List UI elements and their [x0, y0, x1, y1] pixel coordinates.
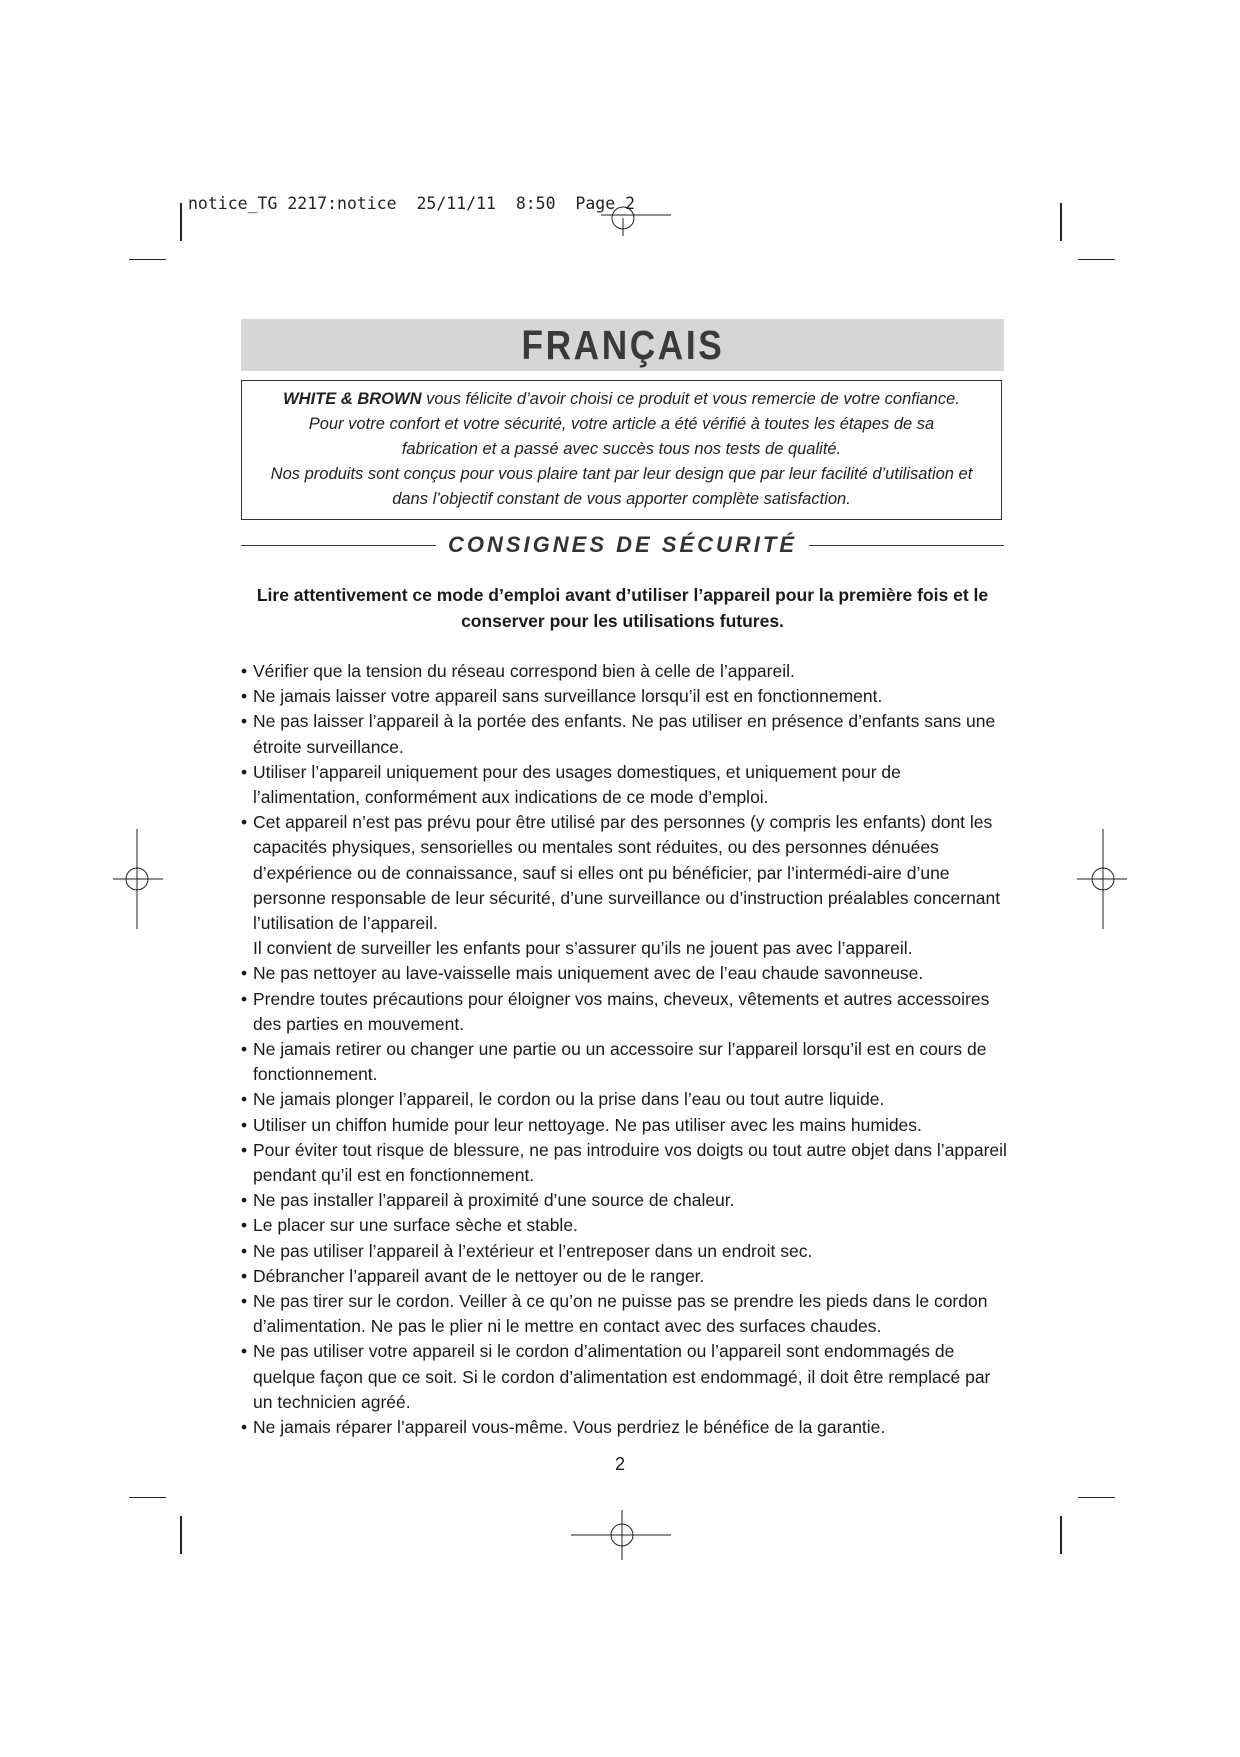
list-item-text: Ne jamais laisser votre appareil sans surveillance lorsqu’il est en fonctionnement.	[253, 686, 883, 707]
list-item	[241, 1239, 1011, 1264]
registration-mark-icon	[571, 1510, 671, 1560]
list-item	[241, 1339, 1011, 1415]
crop-mark	[1060, 1516, 1062, 1554]
bullet-marker: •	[241, 661, 248, 681]
bullet-marker: •	[241, 1139, 248, 1160]
intro-line: Nos produits sont conçus pour vous plaire tant par leur design que par leur facilité d’utilisation et	[270, 465, 973, 483]
language-title-bar	[241, 319, 1004, 371]
list-item-text: Le placer sur une surface sèche et stable.	[253, 1215, 578, 1236]
registration-mark-icon	[601, 198, 671, 244]
heading-rule	[241, 545, 436, 546]
lead-line: conserver pour les utilisations futures.	[461, 611, 784, 631]
bullet-marker: •	[241, 1341, 248, 1362]
list-item-text: Vérifier que la tension du réseau correspond bien à celle de l’appareil.	[253, 661, 795, 681]
bullet-marker: •	[241, 1114, 248, 1135]
list-item	[241, 1188, 1011, 1213]
bullet-marker: •	[241, 711, 248, 732]
section-heading-label: CONSIGNES DE SÉCURITÉ	[447, 532, 798, 557]
lead-paragraph	[241, 582, 1004, 634]
list-item	[241, 810, 1011, 961]
bullet-marker: •	[241, 963, 248, 984]
bullet-marker: •	[241, 1265, 248, 1286]
list-item	[241, 1113, 1011, 1138]
list-item-text: Débrancher l’appareil avant de le nettoyer ou de le ranger.	[253, 1265, 705, 1286]
intro-text: vous félicite d’avoir choisi ce produit et vous remercie de votre confiance.	[421, 390, 960, 408]
list-item	[241, 1264, 1011, 1289]
intro-box	[241, 380, 1002, 520]
crop-mark	[1060, 203, 1062, 241]
section-heading	[241, 528, 1004, 562]
list-item	[241, 659, 1011, 684]
bullet-marker: •	[241, 1291, 248, 1312]
list-item-text: Ne pas utiliser votre appareil si le cordon d’alimentation ou l’appareil sont endommagés de quelque façon que ce soit. Si le cordon d’alimentation est endommagé, il doit être remplacé par un technicien agréé.	[253, 1341, 991, 1412]
crop-mark	[1078, 259, 1115, 260]
list-item	[241, 1289, 1011, 1339]
list-item-text: Ne pas tirer sur le cordon. Veiller à ce qu’on ne puisse pas se prendre les pieds dans le cordon d’alimentation. Ne pas le plier ni le mettre en contact avec des surfaces chaudes.	[253, 1291, 988, 1337]
brand-name: WHITE & BROWN	[283, 390, 422, 408]
list-item	[241, 1415, 1011, 1440]
list-item	[241, 1037, 1011, 1087]
heading-rule	[809, 545, 1004, 546]
list-item-text: Ne jamais retirer ou changer une partie ou un accessoire sur l’appareil lorsqu’il est en cours de fonctionnement.	[253, 1039, 987, 1085]
list-item-text: Ne pas laisser l’appareil à la portée des enfants. Ne pas utiliser en présence d’enfants sans une étroite surveillance.	[253, 711, 996, 757]
list-item-text: Ne pas installer l’appareil à proximité d’une source de chaleur.	[253, 1190, 735, 1211]
crop-mark	[129, 1497, 166, 1498]
list-item-text: Ne jamais plonger l’appareil, le cordon ou la prise dans l’eau ou tout autre liquide.	[253, 1089, 885, 1110]
lead-line: Lire attentivement ce mode d’emploi avant d’utiliser l’appareil pour la première fois et le	[256, 585, 989, 605]
list-item-text: Utiliser un chiffon humide pour leur nettoyage. Ne pas utiliser avec les mains humides.	[253, 1114, 922, 1135]
registration-mark-icon	[1077, 829, 1127, 929]
list-item-text: Ne pas utiliser l’appareil à l’extérieur et l’entreposer dans un endroit sec.	[253, 1240, 813, 1261]
safety-list	[241, 659, 1011, 1440]
list-item	[241, 760, 1011, 810]
list-item-text: Cet appareil n’est pas prévu pour être utilisé par des personnes (y compris les enfants) dont les capacités physiques, sensorielles ou mentales sont réduites, ou des personnes dénuées d’expérience ou de connaissance, sauf si elles ont pu bénéficier, par l’intermédi-aire d’une personne responsable de leur sécurité, d’une surveillance ou d’instruction préalables concernant l’utilisation de l’appareil.	[253, 812, 1001, 934]
registration-mark-icon	[113, 829, 163, 929]
crop-mark	[180, 203, 182, 241]
bullet-marker: •	[241, 812, 248, 833]
bullet-marker: •	[241, 1240, 248, 1261]
crop-mark	[129, 259, 166, 260]
bullet-marker: •	[241, 988, 248, 1009]
page-number: 2	[614, 1454, 625, 1474]
list-item	[241, 987, 1011, 1037]
intro-line: fabrication et a passé avec succès tous nos tests de qualité.	[401, 440, 842, 458]
bullet-marker: •	[241, 761, 248, 782]
bullet-marker: •	[241, 1190, 248, 1211]
intro-line: dans l’objectif constant de vous apporter complète satisfaction.	[392, 490, 851, 508]
intro-line	[252, 387, 991, 412]
list-item	[241, 1087, 1011, 1112]
page-title: FRANÇAIS	[521, 321, 724, 368]
bullet-marker: •	[241, 686, 248, 707]
bullet-marker: •	[241, 1089, 248, 1110]
list-item	[241, 1213, 1011, 1238]
list-item-text: Ne jamais réparer l’appareil vous-même. Vous perdriez le bénéfice de la garantie.	[253, 1417, 886, 1438]
intro-line: Pour votre confort et votre sécurité, votre article a été vérifié à toutes les étapes de sa	[308, 415, 935, 433]
list-item	[241, 961, 1011, 986]
list-item	[241, 709, 1011, 759]
print-slug: notice_TG 2217:notice 25/11/11 8:50 Page 2	[188, 194, 636, 213]
bullet-marker: •	[241, 1215, 248, 1236]
list-item	[241, 1138, 1011, 1188]
list-item-note: Il convient de surveiller les enfants pour s’assurer qu’ils ne jouent pas avec l’appareil.	[253, 938, 913, 959]
list-item-text: Pour éviter tout risque de blessure, ne pas introduire vos doigts ou tout autre objet dans l’appareil pendant qu’il est en fonctionnement.	[253, 1139, 1007, 1186]
list-item-text: Utiliser l’appareil uniquement pour des usages domestiques, et uniquement pour de l’alimentation, conformément aux indications de ce mode d’emploi.	[253, 761, 901, 808]
bullet-marker: •	[241, 1039, 248, 1060]
list-item-text: Ne pas nettoyer au lave-vaisselle mais uniquement avec de l’eau chaude savonneuse.	[253, 963, 924, 984]
list-item-text: Prendre toutes précautions pour éloigner vos mains, cheveux, vêtements et autres accessoires des parties en mouvement.	[253, 988, 990, 1034]
bullet-marker: •	[241, 1417, 248, 1438]
list-item	[241, 684, 1011, 709]
crop-mark	[180, 1516, 182, 1554]
crop-mark	[1078, 1497, 1115, 1498]
